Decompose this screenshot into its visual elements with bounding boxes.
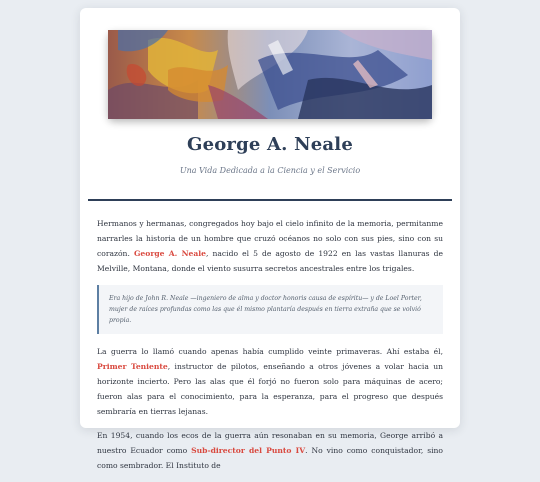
eulogy-card bbox=[80, 8, 460, 470]
paragraph-ecuador bbox=[97, 428, 443, 473]
eulogy-body bbox=[97, 216, 443, 482]
paragraph-text: , instructor de pilotos, enseñando a otros jóvenes a volar hacia un horizonte incierto. Pero las alas que él forjó no fueron solo para máquinas de acero; fueron alas para el conocimiento, para la esperanza, para el progreso que después sembraría en tierras lejanas. bbox=[97, 362, 443, 416]
hero-painting-image bbox=[108, 30, 432, 119]
title-divider bbox=[88, 199, 452, 201]
paragraph-text: La guerra lo llamó cuando apenas había cumplido veinte primaveras. Ahí estaba él, bbox=[97, 347, 443, 356]
highlight-name: George A. Neale bbox=[133, 249, 206, 258]
paragraph-war bbox=[97, 344, 443, 419]
page-title: George A. Neale bbox=[187, 134, 353, 155]
paragraph-intro bbox=[97, 216, 443, 276]
highlight-rank: Primer Teniente bbox=[97, 362, 168, 371]
paragraph-text: . No vino como conquistador, sino como sembrador. El Instituto de bbox=[97, 446, 444, 470]
paragraph-text: , nacido el 5 de agosto de 1922 en las vastas llanuras de Melville, Montana, donde el viento susurra secretos ancestrales entre los trigales. bbox=[97, 249, 443, 273]
paragraph-text: En 1954, cuando los ecos de la guerra aún resonaban en su memoria, George arribó a nuestro Ecuador como bbox=[97, 431, 443, 455]
blockquote: Era hijo de John R. Neale —ingeniero de alma y doctor honoris causa de espíritu— y de Loel Porter, mujer de raíces profundas como las que él mismo plantaría después en tierra extraña que se volvió propia. bbox=[97, 285, 443, 334]
paragraph-text: Hermanos y hermanas, congregados hoy bajo el cielo infinito de la memoria, permitanme narrarles la historia de un hombre que cruzó océanos no solo con sus pies, sino con su corazón. bbox=[97, 219, 443, 258]
highlight-role: Sub-director del Punto IV bbox=[191, 446, 306, 455]
page-subtitle: Una Vida Dedicada a la Ciencia y el Servicio bbox=[179, 166, 361, 175]
